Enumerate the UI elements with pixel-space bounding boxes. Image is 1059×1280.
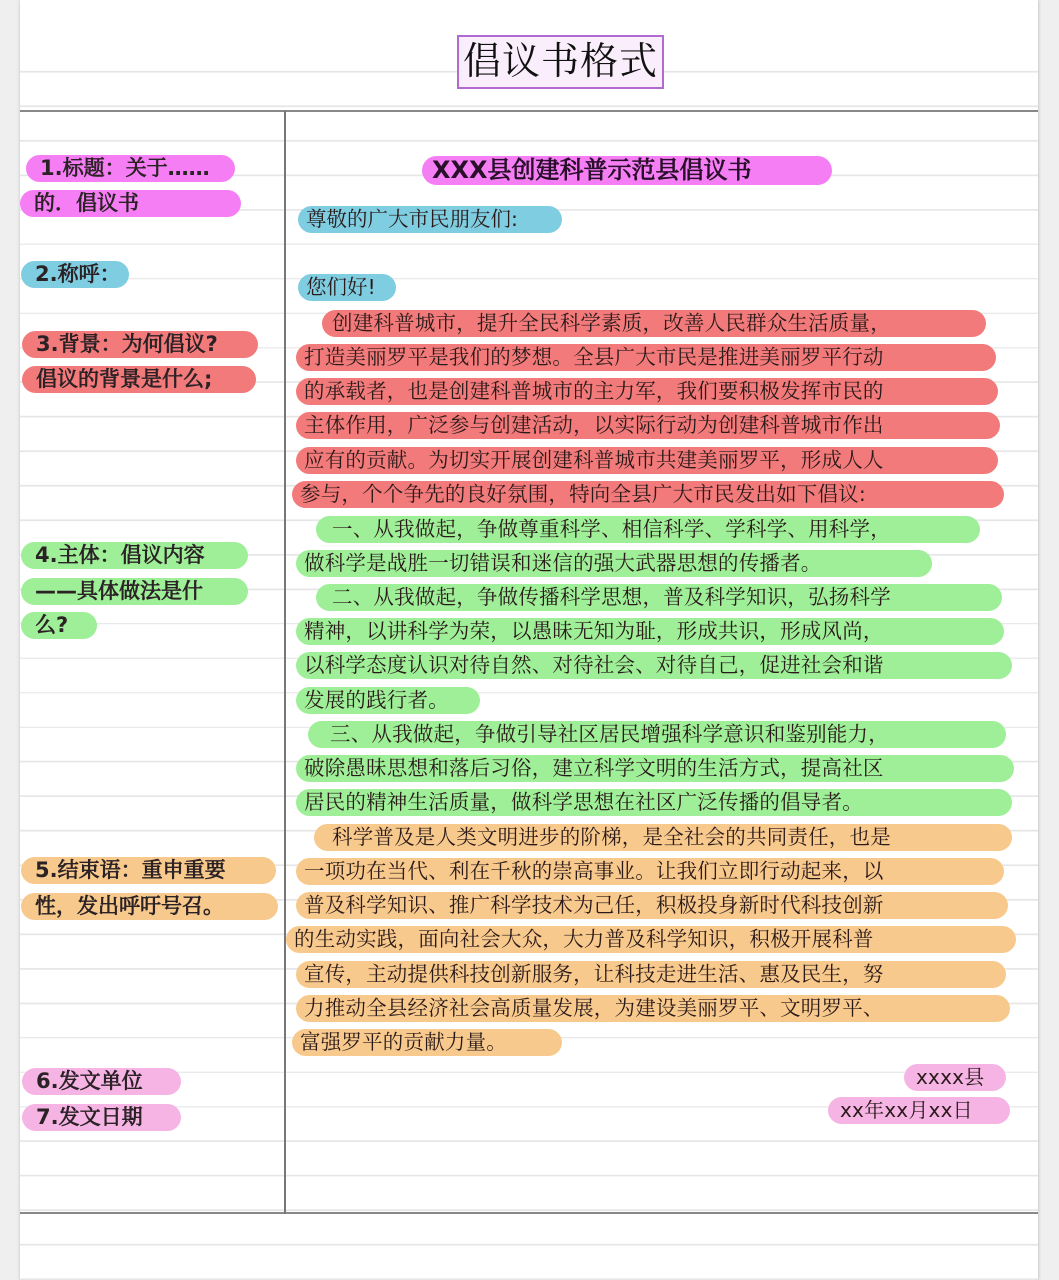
- closing-line: 富强罗平的贡献力量。: [292, 1029, 562, 1056]
- column-divider: [284, 111, 286, 1214]
- outline-body-line-3: 么?: [21, 612, 97, 639]
- outline-background-line-2: 倡议的背景是什么;: [22, 366, 256, 393]
- background-line: 参与，个个争先的良好氛围，特向全县广大市民发出如下倡议:: [292, 481, 1004, 508]
- outline-body-line-1: 4.主体：倡议内容: [21, 542, 248, 569]
- body-line: 一、从我做起，争做尊重科学、相信科学、学科学、用科学，: [316, 516, 980, 543]
- body-line: 破除愚昧思想和落后习俗，建立科学文明的生活方式，提高社区: [296, 755, 1014, 782]
- body-line: 居民的精神生活质量，做科学思想在社区广泛传播的倡导者。: [296, 789, 1012, 816]
- notebook-page: [20, 0, 1038, 1280]
- closing-line: 普及科学知识、推广科学技术为己任，积极投身新时代科技创新: [296, 892, 1008, 919]
- background-line: 的承载者，也是创建科普城市的主力军，我们要积极发挥市民的: [296, 378, 998, 405]
- outline-title-line-1: 1.标题：关于……: [26, 155, 235, 182]
- letter-title: XXX县创建科普示范县倡议书: [422, 156, 832, 185]
- table-top-border: [20, 110, 1038, 112]
- outline-salutation: 2.称呼：: [21, 261, 129, 288]
- body-line: 以科学态度认识对待自然、对待社会、对待自己，促进社会和谐: [296, 652, 1012, 679]
- background-line: 应有的贡献。为切实开展创建科普城市共建美丽罗平，形成人人: [296, 447, 998, 474]
- body-line: 三、从我做起，争做引导社区居民增强科学意识和鉴别能力，: [308, 721, 1006, 748]
- closing-line: 宣传，主动提供科技创新服务，让科技走进生活、惠及民生，努: [296, 961, 1006, 988]
- table-bottom-border: [20, 1212, 1038, 1214]
- background-line: 主体作用，广泛参与创建活动，以实际行动为创建科普城市作出: [296, 412, 1000, 439]
- outline-closing-line-1: 5.结束语：重申重要: [21, 857, 276, 884]
- closing-line: 力推动全县经济社会高质量发展，为建设美丽罗平、文明罗平、: [296, 995, 1010, 1022]
- outline-date: 7.发文日期: [22, 1104, 181, 1131]
- closing-line: 一项功在当代、利在千秋的崇高事业。让我们立即行动起来，以: [296, 858, 1004, 885]
- page-title: 倡议书格式: [457, 35, 664, 89]
- body-line: 做科学是战胜一切错误和迷信的强大武器思想的传播者。: [296, 550, 932, 577]
- background-line: 创建科普城市，提升全民科学素质，改善人民群众生活质量，: [322, 310, 986, 337]
- letter-greeting: 您们好!: [298, 274, 396, 301]
- letter-issuer: xxxx县: [904, 1064, 1006, 1091]
- body-line: 精神，以讲科学为荣，以愚昧无知为耻，形成共识，形成风尚，: [296, 618, 1004, 645]
- outline-background-line-1: 3.背景：为何倡议?: [22, 331, 258, 358]
- outline-closing-line-2: 性，发出呼吁号召。: [21, 893, 278, 920]
- body-line: 二、从我做起，争做传播科学思想，普及科学知识，弘扬科学: [316, 584, 1002, 611]
- outline-title-line-2: 的．倡议书: [20, 190, 241, 217]
- letter-date: xx年xx月xx日: [828, 1097, 1010, 1124]
- closing-line: 科学普及是人类文明进步的阶梯，是全社会的共同责任，也是: [314, 824, 1012, 851]
- outline-body-line-2: ——具体做法是什: [21, 578, 248, 605]
- body-line: 发展的践行者。: [296, 687, 480, 714]
- letter-salutation: 尊敬的广大市民朋友们:: [298, 206, 562, 233]
- background-line: 打造美丽罗平是我们的梦想。全县广大市民是推进美丽罗平行动: [296, 344, 996, 371]
- closing-line: 的生动实践，面向社会大众，大力普及科学知识，积极开展科普: [286, 926, 1016, 953]
- outline-issuer: 6.发文单位: [22, 1068, 181, 1095]
